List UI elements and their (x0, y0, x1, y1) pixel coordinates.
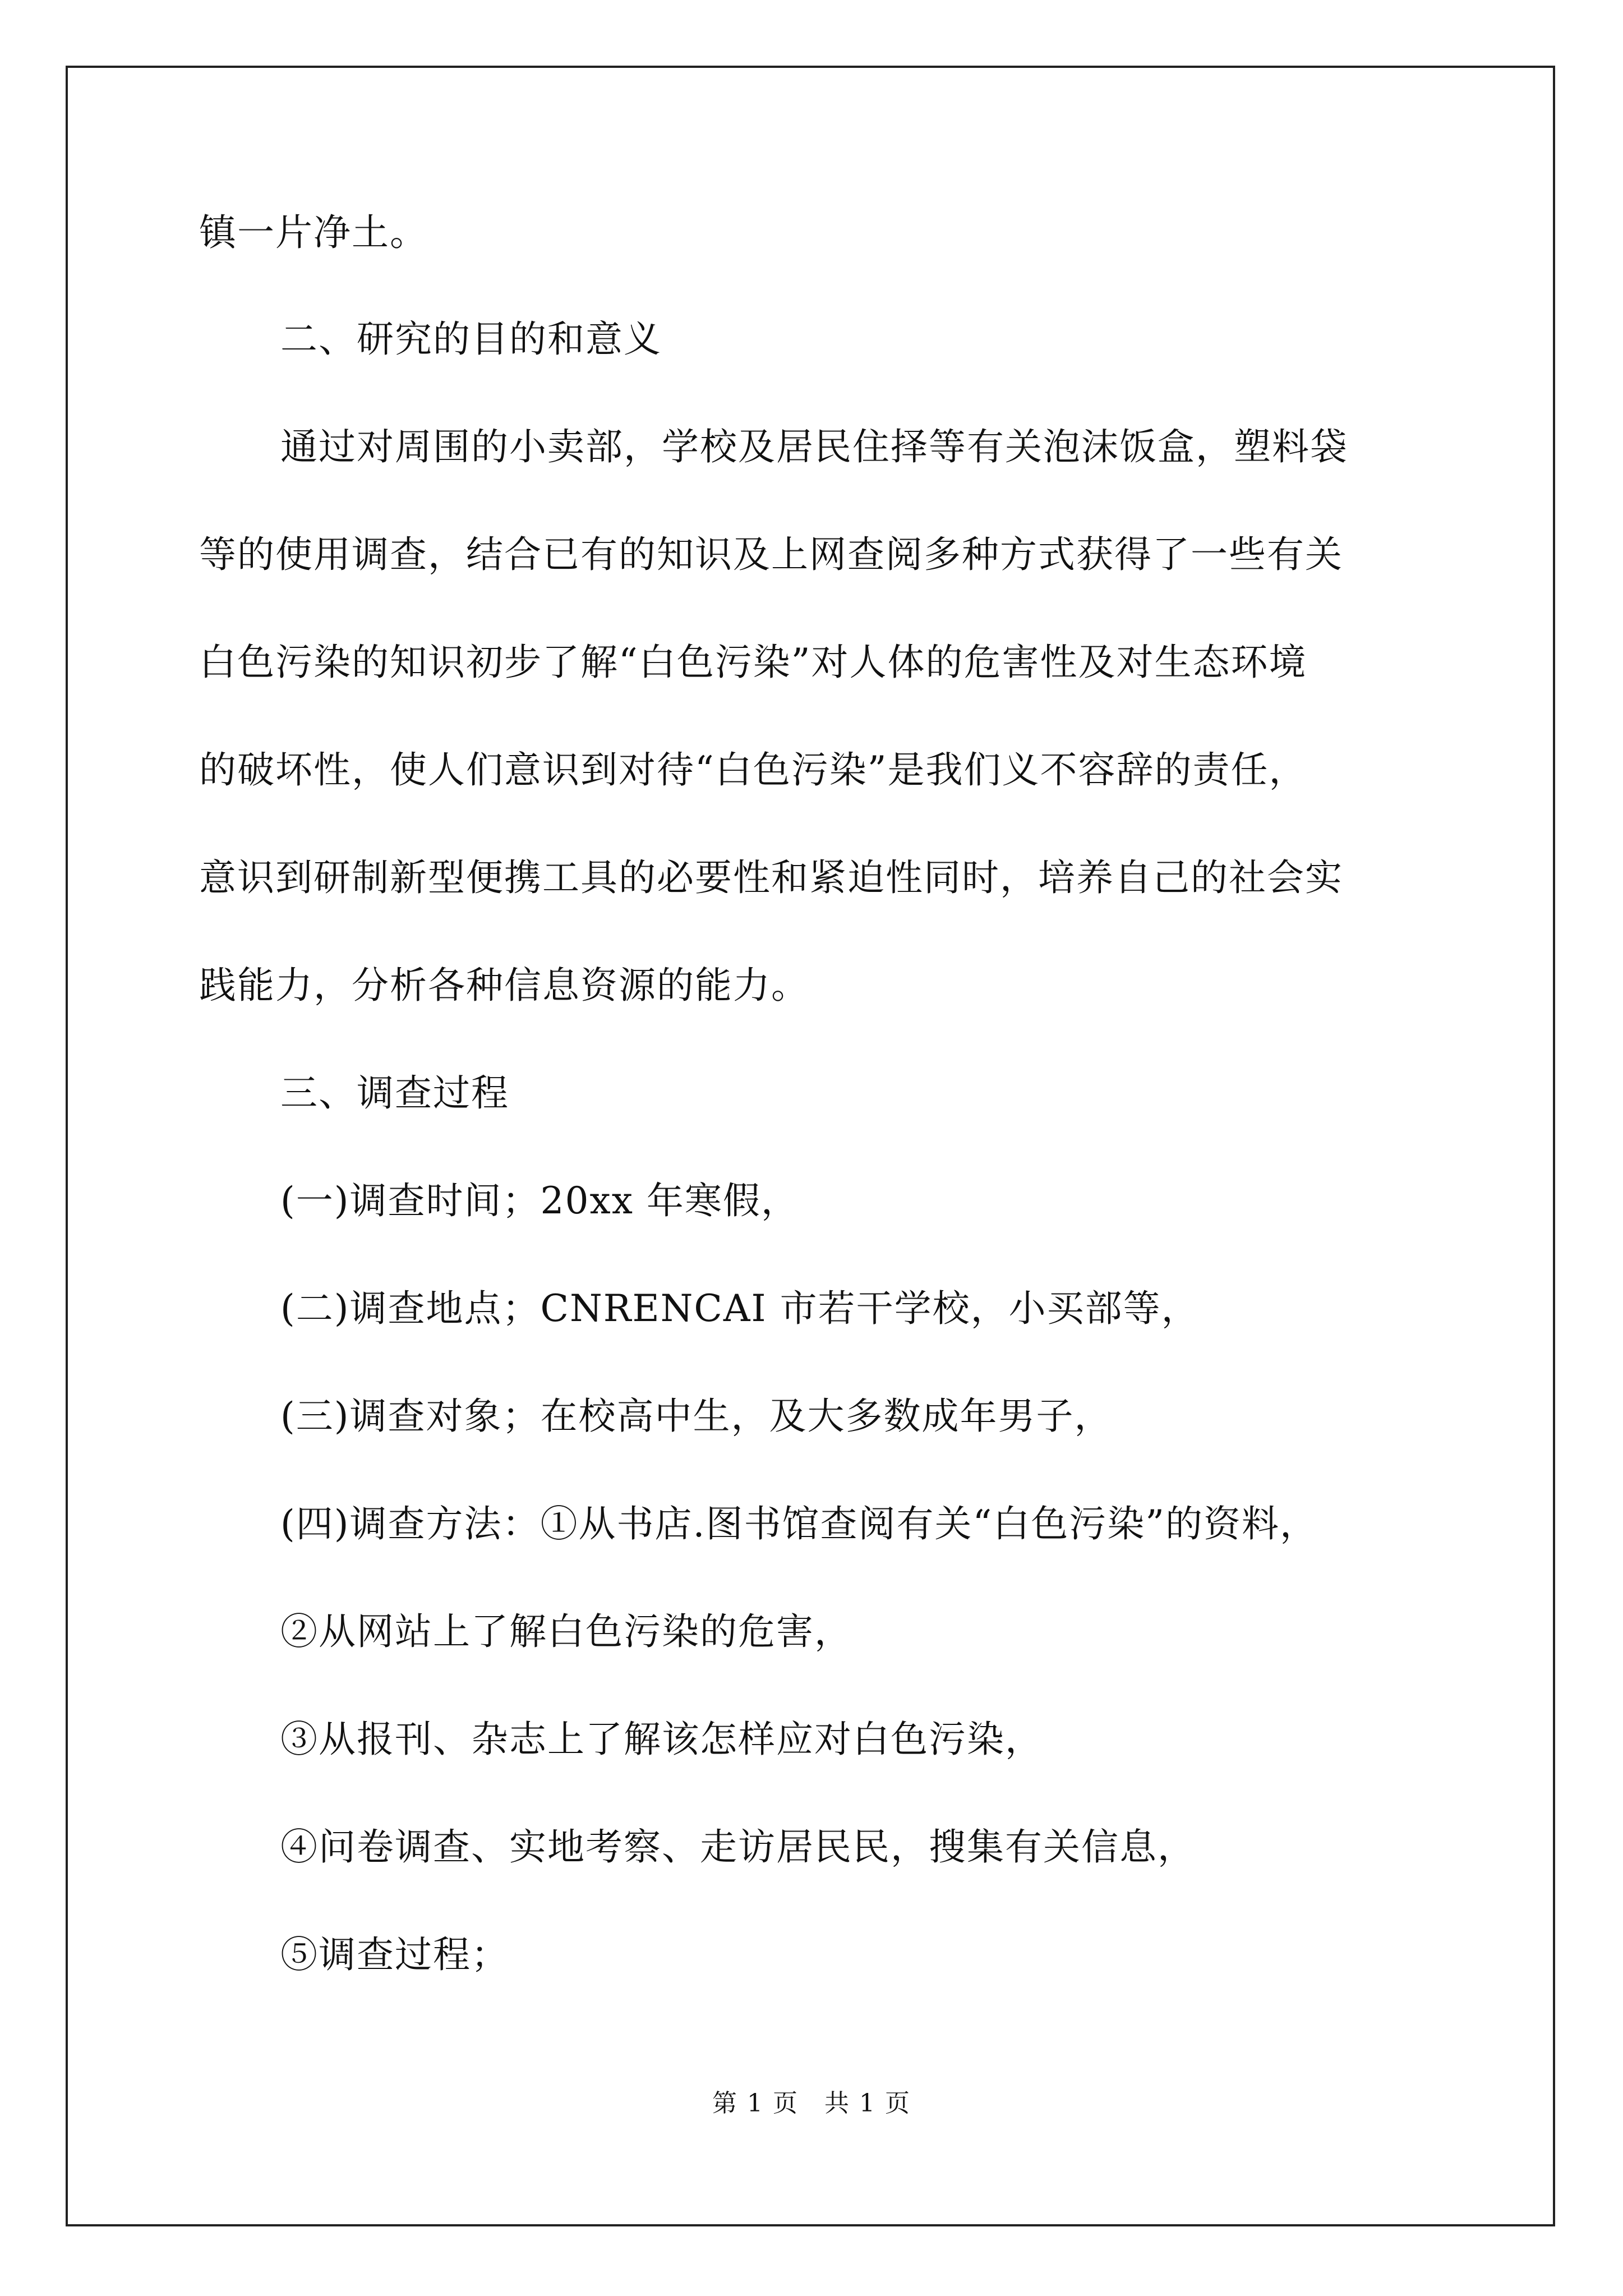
text-line: 通过对周围的小卖部，学校及居民住择等有关泡沫饭盒，塑料袋 (280, 425, 1348, 468)
list-item: ③从报刊、杂志上了解该怎样应对白色污染， (280, 1718, 1043, 1761)
list-item: (二)调查地点；CNRENCAI 市若干学校，小买部等， (280, 1287, 1200, 1330)
text-line: 意识到研制新型便携工具的必要性和紧迫性同时，培养自己的社会实 (199, 856, 1343, 899)
list-item: (四)调查方法：①从书店.图书馆查阅有关“白色污染”的资料， (280, 1502, 1318, 1545)
text-line: 白色污染的知识初步了解“白色污染”对人体的危害性及对生态环境 (199, 641, 1307, 684)
text-line: 践能力，分析各种信息资源的能力。 (199, 964, 809, 1007)
page-footer: 第 1 页 共 1 页 (712, 2089, 911, 2118)
text-line: 等的使用调查，结合已有的知识及上网查阅多种方式获得了一些有关 (199, 533, 1343, 576)
text-line: 的破坏性，使人们意识到对待“白色污染”是我们义不容辞的责任， (199, 748, 1307, 792)
list-item: (三)调查对象；在校高中生，及大多数成年男子， (280, 1395, 1113, 1438)
list-item: ④问卷调查、实地考察、走访居民民，搜集有关信息， (280, 1825, 1196, 1869)
list-item: ②从网站上了解白色污染的危害， (280, 1610, 852, 1653)
page-border (66, 66, 1555, 2226)
list-item: ⑤调查过程； (280, 1933, 509, 1976)
section-heading: 二、研究的目的和意义 (280, 318, 662, 361)
section-heading: 三、调查过程 (280, 1071, 509, 1115)
text-line: 镇一片净土。 (199, 211, 428, 254)
list-item: (一)调查时间；20xx 年寒假， (280, 1179, 799, 1222)
